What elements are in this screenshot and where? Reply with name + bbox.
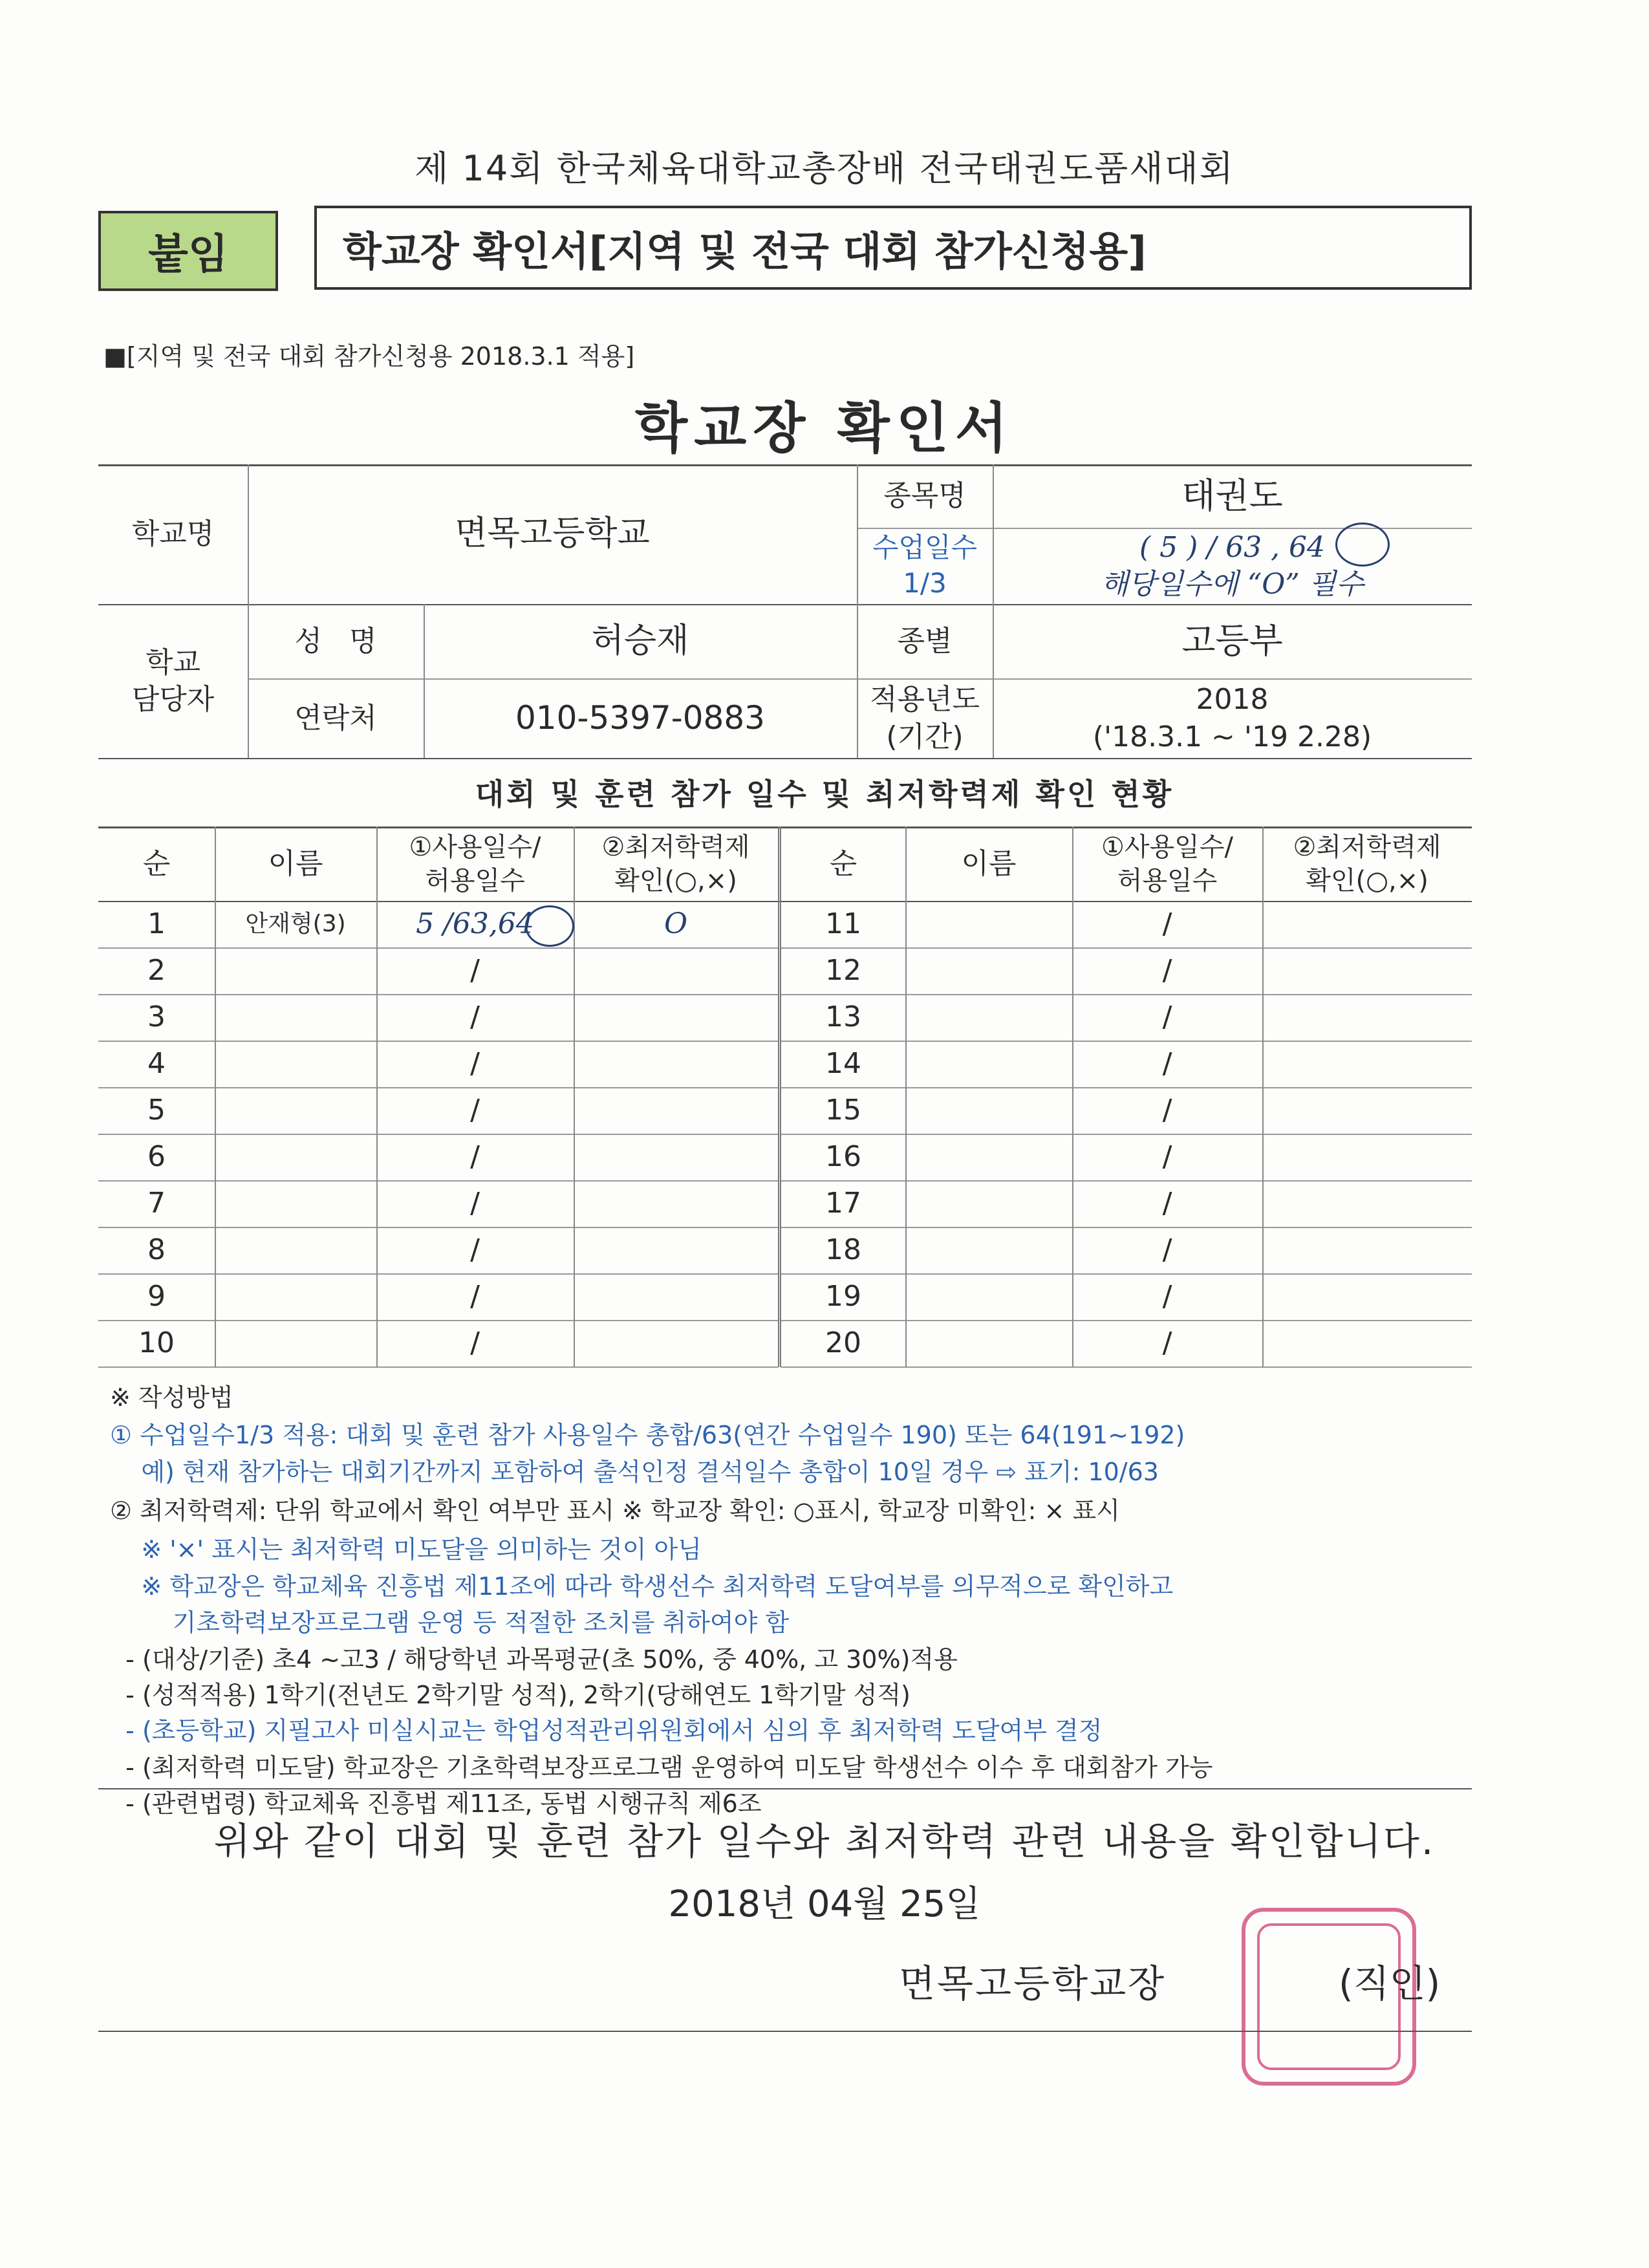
participant-name-cell	[905, 1273, 1072, 1320]
participant-name-cell	[215, 994, 376, 1041]
participant-check-cell: O	[663, 907, 688, 941]
participant-name-cell: 안재형(3)	[245, 910, 346, 937]
participant-days-cell: /	[1162, 954, 1172, 988]
instruction-line: ※ 학교장은 학교체육 진흥법 제11조에 따라 학생선수 최저학력 도달여부를 의무적으로 확인하고	[110, 1572, 1174, 1601]
instruction-line: ※ '×' 표시는 최저학력 미도달을 의미하는 것이 아님	[110, 1535, 702, 1564]
header-check-right-2: 확인(○,×)	[1306, 865, 1428, 896]
school-days-label	[857, 528, 993, 604]
participant-days-cell: /	[470, 1140, 480, 1174]
participant-no-cell: 7	[147, 1187, 166, 1220]
participant-no-cell: 2	[147, 954, 166, 988]
header-days-left-1: ①사용일수/	[409, 832, 541, 862]
header-name-right: 이름	[961, 847, 1017, 880]
header-name-left: 이름	[268, 847, 323, 880]
manager-label-2: 담당자	[131, 683, 215, 716]
header-check-left-2: 확인(○,×)	[614, 865, 737, 896]
contact-label: 연락처	[294, 701, 377, 735]
participant-days-cell: /	[470, 1233, 480, 1267]
school-days-value-1: ( 5 ) / 63 , 64	[1139, 530, 1326, 564]
participant-name-cell	[215, 1320, 376, 1366]
participant-days-cell: /	[470, 954, 480, 988]
participant-check-cell	[574, 1134, 778, 1180]
participant-name-cell	[215, 1041, 376, 1087]
seal-label: (직인)	[1339, 1961, 1441, 2005]
confirmation-text: 위와 같이 대회 및 훈련 참가 일수와 최저학력 관련 내용을 확인합니다.	[213, 1819, 1436, 1863]
participant-check-cell	[1262, 1227, 1472, 1273]
participant-name-cell	[905, 947, 1072, 994]
participant-check-cell	[574, 1320, 778, 1366]
participant-days-cell: /	[1162, 1233, 1172, 1267]
header-check-right-1: ②최저학력제	[1293, 832, 1441, 862]
header-days-right-2: 허용일수	[1117, 865, 1218, 896]
participant-no-cell: 1	[147, 907, 166, 941]
participant-days-cell: /	[1162, 1187, 1172, 1220]
school-days-label-1: 수업일수	[872, 532, 978, 564]
participant-name-cell	[905, 1320, 1072, 1366]
participant-days-cell: /	[1162, 1094, 1172, 1127]
year-label	[857, 678, 993, 758]
participant-days-cell: /	[1162, 1047, 1172, 1081]
attachment-tag: 붙임	[98, 211, 278, 291]
participant-no-cell: 5	[147, 1094, 166, 1127]
participant-check-cell	[574, 947, 778, 994]
school-label: 학교명	[131, 517, 215, 551]
participant-name-cell	[215, 1134, 376, 1180]
instruction-line: - (초등학교) 지필고사 미실시교는 학업성적관리위원회에서 심의 후 최저학력 도달여부 결정	[110, 1716, 1103, 1745]
participant-check-cell	[574, 1227, 778, 1273]
instruction-line: 예) 현재 참가하는 대회기간까지 포함하여 출석인정 결석일수 총합이 10일 경우 ⇨ 표기: 10/63	[110, 1458, 1159, 1486]
confirmation-date: 2018년 04월 25일	[668, 1883, 981, 1925]
participant-no-cell: 8	[147, 1233, 166, 1267]
participant-check-cell	[1262, 1320, 1472, 1366]
participant-days-cell: /	[1162, 1280, 1172, 1313]
participant-days-cell: /	[470, 1094, 480, 1127]
participant-check-cell	[1262, 947, 1472, 994]
participant-days-cell: /	[470, 1047, 480, 1081]
participant-days-cell: /	[1162, 1000, 1172, 1034]
school-days-note: 해당일수에 “O” 필수	[1101, 568, 1364, 601]
participant-name-cell	[905, 1041, 1072, 1087]
main-title: 학교장 확인서	[634, 396, 1015, 460]
participant-no-cell: 17	[825, 1187, 861, 1220]
participant-no-cell: 16	[825, 1140, 861, 1174]
participant-no-cell: 14	[825, 1047, 861, 1081]
name-value: 허승재	[591, 621, 689, 660]
participant-days-cell: /	[470, 1000, 480, 1034]
row1-circle-mark	[525, 905, 574, 947]
participant-name-cell	[215, 947, 376, 994]
participant-days-cell: 5 /63,64	[416, 907, 534, 941]
participant-no-cell: 18	[825, 1233, 861, 1267]
name-label: 성 명	[294, 624, 377, 658]
participant-name-cell	[215, 1180, 376, 1227]
header-days-left-2: 허용일수	[425, 865, 525, 896]
participant-days-cell: /	[470, 1187, 480, 1220]
participant-check-cell	[574, 1180, 778, 1227]
participant-no-cell: 13	[825, 1000, 861, 1034]
instruction-line: - (대상/기준) 초4 ~고3 / 해당학년 과목평균(초 50%, 중 40%, 고 30%)적용	[110, 1645, 958, 1674]
participant-days-cell: /	[1162, 1140, 1172, 1174]
school-days-label-2: 1/3	[903, 567, 947, 599]
participant-days-cell: /	[1162, 1326, 1172, 1360]
instruction-line: ② 최저학력제: 단위 학교에서 확인 여부만 표시 ※ 학교장 확인: ○표시, 학교장 미확인: × 표시	[110, 1496, 1120, 1525]
header-days-right	[1072, 826, 1262, 901]
participant-days-cell: /	[470, 1280, 480, 1313]
manager-label	[98, 604, 248, 758]
participant-check-cell	[574, 994, 778, 1041]
participant-no-cell: 9	[147, 1280, 166, 1313]
participant-name-cell	[215, 1227, 376, 1273]
participant-check-cell	[574, 1041, 778, 1087]
application-notice: ■[지역 및 전국 대회 참가신청용 2018.3.1 적용]	[103, 342, 635, 371]
manager-label-1: 학교	[145, 645, 200, 679]
year-value-2: ('18.3.1 ~ '19 2.28)	[1092, 720, 1372, 753]
participant-check-cell	[1262, 1273, 1472, 1320]
header-days-right-1: ①사용일수/	[1101, 832, 1233, 862]
participant-name-cell	[905, 1180, 1072, 1227]
participant-no-cell: 6	[147, 1140, 166, 1174]
participant-days-cell: /	[1162, 907, 1172, 941]
participant-no-cell: 12	[825, 954, 861, 988]
participant-days-cell: /	[470, 1326, 480, 1360]
participant-check-cell	[1262, 1041, 1472, 1087]
school-value: 면목고등학교	[455, 514, 650, 554]
participant-name-cell	[905, 901, 1072, 947]
principal-title: 면목고등학교장	[899, 1961, 1167, 2005]
participant-no-cell: 10	[138, 1326, 175, 1360]
participant-no-cell: 4	[147, 1047, 166, 1081]
year-value-1: 2018	[1196, 683, 1269, 717]
participant-no-cell: 19	[825, 1280, 861, 1313]
instruction-line: - (최저학력 미도달) 학교장은 기초학력보장프로그램 운영하여 미도달 학생선수 이수 후 대회참가 가능	[110, 1753, 1213, 1782]
participant-check-cell	[574, 1273, 778, 1320]
instruction-line: - (성적적용) 1학기(전년도 2학기말 성적), 2학기(당해연도 1학기말 성적)	[110, 1681, 911, 1709]
division-label: 종별	[897, 624, 953, 658]
participant-check-cell	[574, 1087, 778, 1134]
sport-value: 태권도	[1181, 475, 1283, 516]
participant-check-cell	[1262, 994, 1472, 1041]
participant-check-cell	[1262, 901, 1472, 947]
sport-label: 종목명	[883, 479, 966, 513]
participant-no-cell: 15	[825, 1094, 861, 1127]
selected-days-circle-mark	[1335, 523, 1390, 567]
year-label-2: (기간)	[886, 720, 964, 753]
participant-check-cell	[1262, 1180, 1472, 1227]
participant-check-cell	[1262, 1087, 1472, 1134]
participant-no-cell: 11	[825, 907, 861, 941]
instruction-line: ※ 작성방법	[110, 1383, 233, 1412]
document-title: 학교장 확인서[지역 및 전국 대회 참가신청용]	[314, 206, 1472, 290]
participant-name-cell	[215, 1273, 376, 1320]
participant-name-cell	[905, 1227, 1072, 1273]
instruction-line: 기초학력보장프로그램 운영 등 적절한 조치를 취하여야 함	[110, 1608, 790, 1637]
contact-value: 010-5397-0883	[515, 699, 765, 737]
participant-name-cell	[905, 1087, 1072, 1134]
year-label-1: 적용년도	[869, 683, 980, 717]
instruction-line: ① 수업일수1/3 적용: 대회 및 훈련 참가 사용일수 총합/63(연간 수업일수 190) 또는 64(191~192)	[110, 1421, 1185, 1449]
participant-check-cell	[1262, 1134, 1472, 1180]
school-days-value	[993, 528, 1472, 604]
participant-name-cell	[905, 1134, 1072, 1180]
participant-name-cell	[215, 1087, 376, 1134]
header-days-left	[376, 826, 574, 901]
participant-no-cell: 20	[825, 1326, 861, 1360]
header-no-right: 순	[829, 847, 857, 880]
participant-no-cell: 3	[147, 1000, 166, 1034]
participant-name-cell	[905, 994, 1072, 1041]
division-value: 고등부	[1181, 620, 1283, 662]
header-check-right	[1262, 826, 1472, 901]
year-value	[993, 678, 1472, 758]
instruction-line: - (관련법령) 학교체육 진흥법 제11조, 동법 시행규칙 제6조	[110, 1789, 762, 1818]
header-no-left: 순	[142, 847, 171, 880]
header-check-left	[574, 826, 778, 901]
header-check-left-1: ②최저학력제	[601, 832, 750, 862]
event-title: 제 14회 한국체육대학교총장배 전국태권도품새대회	[415, 148, 1234, 189]
section-title: 대회 및 훈련 참가 일수 및 최저학력제 확인 현황	[475, 777, 1174, 812]
